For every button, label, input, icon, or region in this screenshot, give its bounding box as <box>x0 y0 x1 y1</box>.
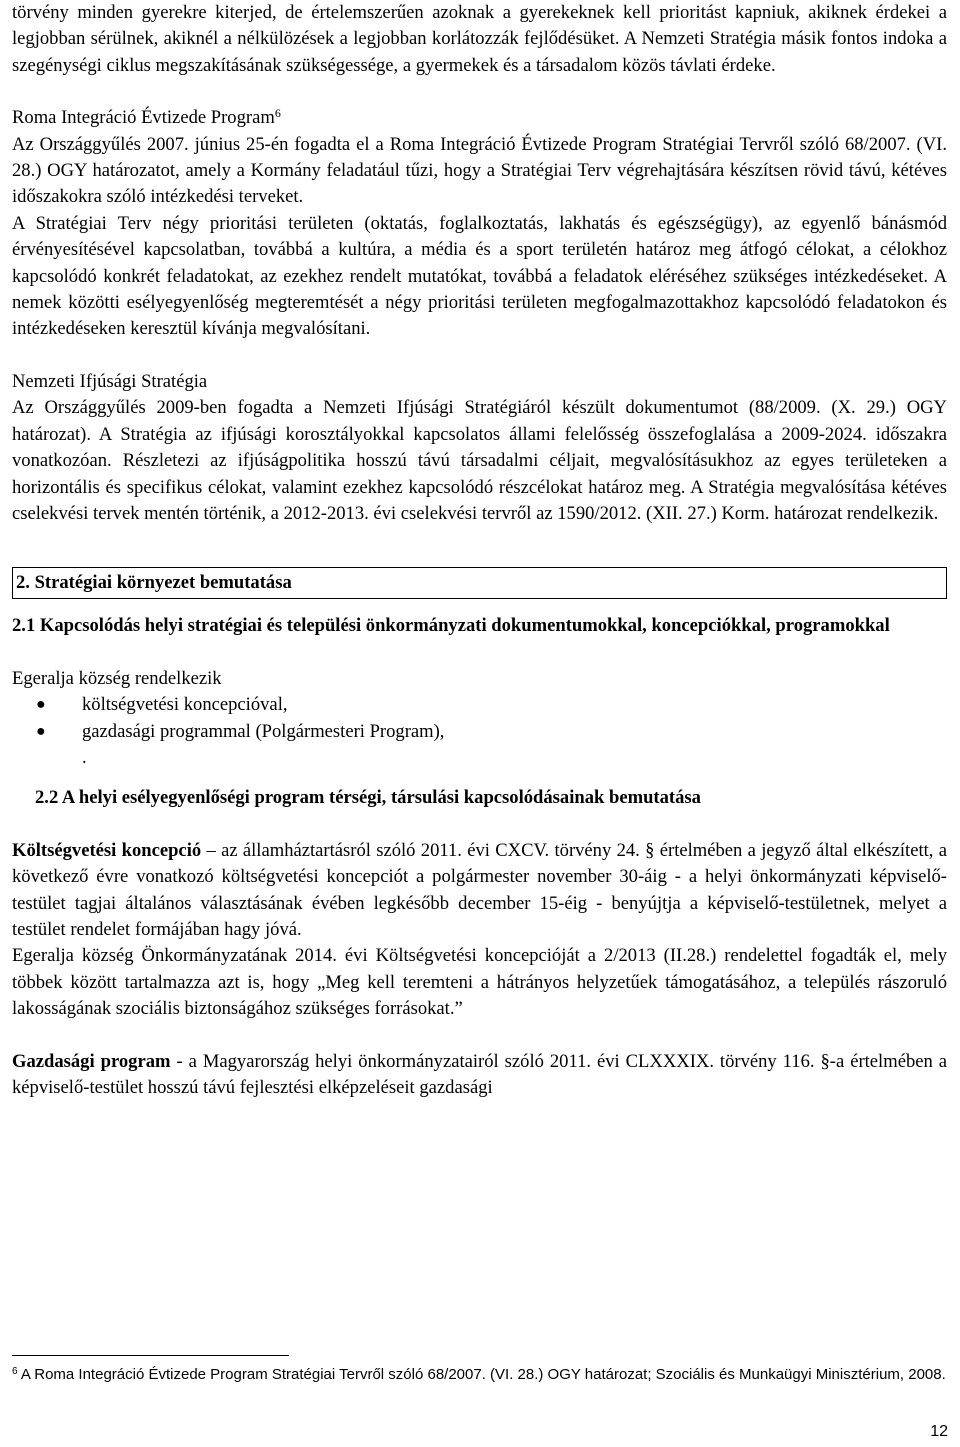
footnote-text: A Roma Integráció Évtizede Program Stratégiai Tervről szóló 68/2007. (VI. 28.) OGY határozat; Szociális és Munkaügyi Minisztérium, 2008. <box>17 1366 946 1383</box>
document-list <box>12 692 947 771</box>
section-2-1-intro: Egeralja község rendelkezik <box>12 667 222 689</box>
spacer <box>12 771 947 785</box>
intro-paragraph: törvény minden gyerekre kiterjed, de értelemszerűen azoknak a gyerekeknek kell prioritást kapniuk, akiknek érdekei a legjobban sérülnek, akiknél a nélkülözések a legjobban korlátozzák fejlődésüket. A Nemzeti Stratégia másik fontos indoka a szegénységi ciklus megszakításának szükségessége, a gyermekek és a társadalom közös távlati érdeke. <box>12 2 947 76</box>
list-item-text: gazdasági programmal (Polgármesteri Program), <box>82 720 445 742</box>
spacer <box>12 79 947 105</box>
spacer <box>12 343 947 369</box>
document-page <box>12 0 947 1101</box>
section-2-2-heading: 2.2 A helyi esélyegyenlőségi program térségi, társulási kapcsolódásainak bemutatása <box>35 787 701 809</box>
list-item-text: . <box>82 746 87 768</box>
footnote-mark: 6 <box>12 1366 18 1377</box>
section-2-1-heading: 2.1 Kapcsolódás helyi stratégiai és települési önkormányzati dokumentumokkal, koncepciókkal, programokkal <box>12 615 890 637</box>
footnote-divider <box>12 1355 289 1356</box>
budget-concept-term: Költségvetési koncepció <box>12 839 202 861</box>
economic-program-text: - a Magyarország helyi önkormányzatairól szóló 2011. évi CLXXXIX. törvény 116. §-a értelmében a képviselő-testület hosszú távú fejlesztési elképzeléseit gazdasági <box>12 1050 948 1098</box>
bullet-icon: ● <box>36 696 46 714</box>
spacer <box>12 599 947 613</box>
spacer <box>12 1023 947 1049</box>
list-item-text: költségvetési koncepcióval, <box>82 694 288 716</box>
roma-paragraph-1: Az Országgyűlés 2007. június 25-én fogadta el a Roma Integráció Évtizede Program Stratégiai Tervről szóló 68/2007. (VI. 28.) OGY határozatot, amely a Kormány feladatául tűzi, hogy a Stratégiai Terv végrehajtására készítsen rövid távú, kétéves időszakokra szóló intézkedési terveket. <box>12 133 947 208</box>
budget-concept-paragraph-2: Egeralja község Önkormányzatának 2014. évi Költségvetési koncepcióját a 2/2013 (II.28.) rendelettel fogadták el, mely többek között tartalmazza azt is, hogy „Meg kell teremteni a hátrányos helyzetűek támogatásához, a település rászoruló lakosságának szociális biztonságához szükséges forrásokat.” <box>12 945 947 1020</box>
roma-heading <box>12 105 947 131</box>
budget-concept-text: – az államháztartásról szóló 2011. évi CXCV. törvény 24. § értelmében a jegyző által elkészített, a következő évre vonatkozó költségvetési koncepciót a polgármester november 30-áig - a helyi önkormányzati képviselő-testület tagjai általános választásának évében legkésőbb december 15-éig - benyújtja a képviselő-testületnek, melyet a testület rendelet formájában hagy jóvá. <box>12 839 947 940</box>
footnote <box>12 1363 947 1387</box>
spacer <box>12 812 947 838</box>
footnote-reference[interactable]: 6 <box>274 106 281 121</box>
section-2-heading-box <box>12 567 947 599</box>
youth-heading: Nemzeti Ifjúsági Stratégia <box>12 370 208 392</box>
section-2-heading: 2. Stratégiai környezet bemutatása <box>16 572 292 594</box>
budget-concept-paragraph <box>12 838 947 944</box>
economic-program-term: Gazdasági program <box>12 1050 171 1072</box>
spacer <box>12 527 947 567</box>
spacer <box>12 640 947 666</box>
page-number: 12 <box>930 1423 948 1440</box>
list-item <box>12 719 947 745</box>
list-item <box>12 692 947 718</box>
roma-heading-text: Roma Integráció Évtizede Program <box>12 107 275 129</box>
bullet-icon: ● <box>36 722 46 740</box>
roma-paragraph-2: A Stratégiai Terv négy prioritási területen (oktatás, foglalkoztatás, lakhatás és egészségügy), az egyenlő bánásmód érvényesítésével kapcsolatban, továbbá a kultúra, a média és a sport területén határoz meg átfogó célokat, a célokhoz kapcsolódó konkrét feladatokat, az ezekhez rendelt mutatókat, továbbá a feladatok eléréséhez szükséges intézkedéseket. A nemek közötti esélyegyenlőség megteremtését a négy prioritási területen megfogalmazottakhoz kapcsolódó feladatokon és intézkedéseken keresztül kívánja megvalósítani. <box>12 212 947 340</box>
youth-paragraph: Az Országgyűlés 2009-ben fogadta a Nemzeti Ifjúsági Stratégiáról készült dokumentumot (88/2009. (X. 29.) OGY határozat). A Stratégia az ifjúsági korosztályokkal kapcsolatos állami felelősség összefoglalása a 2009-2024. időszakra vonatkozóan. Részletezi az ifjúságpolitika hosszú távú társadalmi céljait, megvalósításukhoz az egyes területeken a horizontális és specifikus célokat, valamint ezekhez kapcsolódó részcélokat határoz meg. A Stratégia megvalósítása kétéves cselekvési tervek mentén történik, a 2012-2013. évi cselekvési tervről az 1590/2012. (XII. 27.) Korm. határozat rendelkezik. <box>12 397 947 524</box>
list-item <box>12 745 947 771</box>
economic-program-paragraph <box>12 1049 947 1102</box>
